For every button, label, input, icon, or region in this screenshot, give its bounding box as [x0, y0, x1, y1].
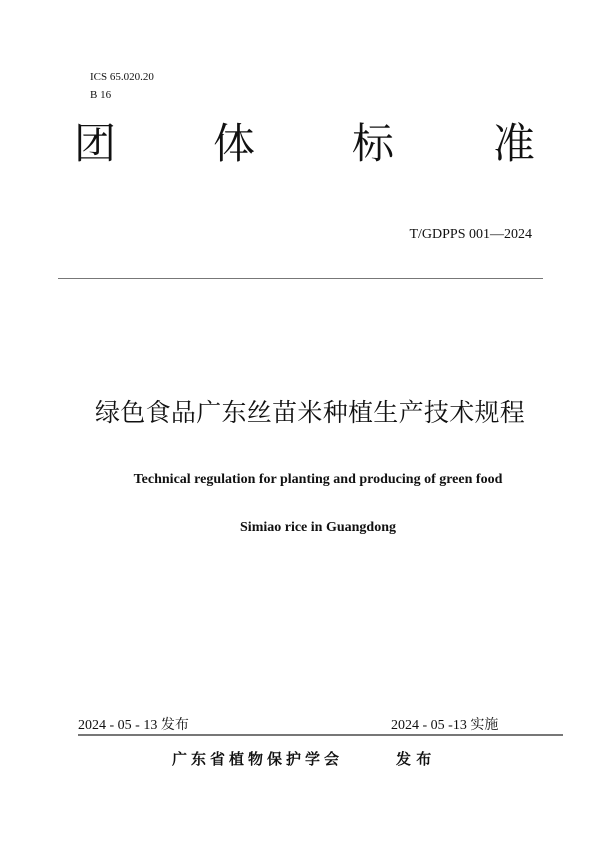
- doc-type-char: 标: [352, 119, 395, 168]
- top-divider: [58, 278, 543, 279]
- doc-type-char: 体: [213, 119, 256, 168]
- publisher-action: 发 布: [396, 750, 432, 768]
- title-en-line-1: Technical regulation for planting and producing of green food: [133, 472, 503, 487]
- publish-date: 2024 - 05 - 13 发布: [78, 718, 189, 733]
- title-en-line-2: Simiao rice in Guangdong: [240, 520, 396, 535]
- doc-type-char: 团: [74, 119, 117, 168]
- doc-type-char: 准: [493, 119, 536, 168]
- ccs-code: B 16: [90, 89, 112, 101]
- implement-date: 2024 - 05 -13 实施: [391, 718, 499, 733]
- ics-code: ICS 65.020.20: [90, 71, 154, 83]
- title-zh: 绿色食品广东丝苗米种植生产技术规程: [95, 398, 526, 427]
- publisher: 广东省植物保护学会: [172, 750, 344, 768]
- bottom-divider: [78, 734, 563, 736]
- standard-number: T/GDPPS 001—2024: [409, 227, 532, 242]
